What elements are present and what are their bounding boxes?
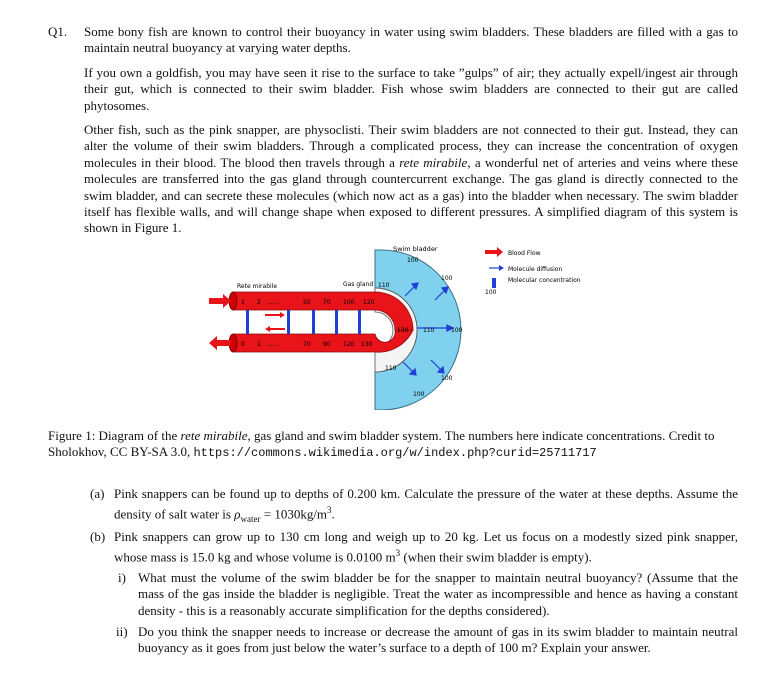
legend-diffusion-label: Molecule diffusion	[508, 266, 563, 273]
bladder-number: 100	[441, 375, 453, 382]
bottom-tube-number: 90	[323, 341, 331, 348]
part-a-text	[114, 486, 738, 528]
bottom-tube-number: 0	[241, 341, 245, 348]
internal-flow-arrows	[265, 312, 285, 332]
caption-url: https://commons.wikimedia.org/w/index.php?curid=25711717	[193, 446, 597, 461]
swim-bladder-diagram	[195, 240, 595, 410]
part-b-label: (b)	[90, 529, 106, 544]
gland-number: 110	[423, 327, 435, 334]
legend-concentration-label: Molecular concentration	[508, 277, 581, 284]
bottom-tube-number: 120	[343, 341, 355, 348]
rho-symbol: ρ	[234, 506, 241, 522]
part-b-superscript: 3	[395, 548, 401, 559]
bottom-tube-number: 70	[303, 341, 311, 348]
bottom-tube-number: 130	[361, 341, 373, 348]
top-tube-number: 1	[241, 299, 245, 306]
legend	[485, 247, 581, 296]
bladder-number: 100	[407, 257, 419, 264]
artery-tube	[233, 292, 413, 330]
part-b-i-text: What must the volume of the swim bladder be for the snapper to maintain neutral buoyancy? (Assume that the mass of the gas inside the bladder is negligible. Treat the water as incompressible and hence as having a constant density - this is a reasonably accurate simplification for the depths considered).	[138, 570, 738, 618]
paragraph-3-text-a: Other fish, such as the pink snapper, are physoclisti. Their swim bladders are not connected to their gut. Instead, they can alter the volume of their swim bladders. Through a complicated process, they can increase the concentration of oxygen molecules in their blood. The blood then travels through a	[84, 122, 738, 170]
part-b-text-b: (when their swim bladder is empty).	[400, 549, 592, 565]
caption-middle: , gas gland and swim bladder system. The numbers here indicate concentrations. Credit to Sholokhov, CC BY-SA 3.0,	[48, 428, 715, 460]
gland-number: 130	[397, 327, 409, 334]
diffusion-bars	[246, 310, 361, 334]
part-b-text	[114, 529, 738, 566]
rete-mirabile-term: rete mirabile	[399, 154, 468, 170]
bottom-tube-number: 1	[257, 341, 261, 348]
legend-concentration-bar	[492, 278, 496, 288]
caption-prefix: Figure 1: Diagram of the	[48, 428, 181, 443]
blood-out-arrow	[209, 336, 231, 350]
part-a-superscript: 3	[327, 505, 332, 516]
top-tube-number: 100	[343, 299, 355, 306]
part-b-ii-label: ii)	[116, 624, 128, 639]
bladder-number: 100	[441, 275, 453, 282]
gas-gland-label: Gas gland	[343, 281, 374, 288]
legend-concentration-example: 100	[485, 289, 497, 296]
gland-number: 110	[378, 282, 390, 289]
question-paragraph-3	[84, 122, 738, 237]
part-a-text-b: = 1030kg/m	[260, 506, 328, 522]
question-paragraph-1: Some bony fish are known to control their buoyancy in water using swim bladders. These bladders are filled with a gas to maintain neutral buoyancy at varying water depths.	[84, 24, 738, 56]
blood-in-arrow	[209, 294, 231, 308]
paragraph-3-text-b: , a wonderful net of arteries and veins where these molecules are transferred into the gas gland through countercurrent exchange. The gas gland is directly connected to the swim bladder, and can secrete these molecules (which now act as a gas) into the bladder when necessary. The swim bladder itself has flexible walls, and will change shape when exposed to different pressures. A simplified diagram of this system is shown in Figure 1.	[84, 154, 739, 236]
rete-mirabile-label: Rete mirabile	[237, 283, 278, 290]
question-paragraph-2: If you own a goldfish, you may have seen it rise to the surface to take ”gulps” of air; they actually expell/ingest air through their gut, which is connected to their swim bladder. Fish whose swim bladders are connected to their gut are called phytosomes.	[84, 65, 738, 113]
legend-diffusion-arrowhead	[499, 265, 504, 271]
top-tube-number: 120	[363, 299, 375, 306]
top-tube-number: 70	[323, 299, 331, 306]
bladder-number: 100	[451, 327, 463, 334]
question-number: Q1.	[48, 24, 68, 39]
top-tube-dashes: ......	[267, 299, 279, 306]
rho-subscript: water	[240, 514, 261, 525]
top-tube-number: 2	[257, 299, 261, 306]
bladder-number: 100	[413, 391, 425, 398]
part-a-label: (a)	[90, 486, 105, 501]
gland-number: 110	[385, 365, 397, 372]
part-b-i-label: i)	[118, 570, 126, 585]
part-a-text-c: .	[331, 506, 335, 522]
top-tube-number: 50	[303, 299, 311, 306]
figure-caption	[48, 428, 738, 462]
part-b-text-a: Pink snappers can grow up to 130 cm long and weigh up to 20 kg. Let us focus on a modestly sized pink snapper, whose mass is 15.0 kg and whose volume is 0.0100 m	[114, 529, 738, 565]
legend-blood-flow-arrow	[485, 247, 503, 257]
caption-term: rete mirabile	[180, 428, 248, 443]
swim-bladder-label: Swim bladder	[393, 245, 438, 253]
part-b-ii-text: Do you think the snapper needs to increase or decrease the amount of gas in its swim bladder to maintain neutral buoyancy as it goes from just below the water’s surface to a depth of 100 m? Explain your answer.	[138, 624, 738, 656]
part-a-text-a: Pink snappers can be found up to depths of 0.200 km. Calculate the pressure of the water at these depths. Assume the density of salt water is	[114, 486, 738, 522]
bottom-tube-dashes: ......	[267, 341, 279, 348]
legend-blood-flow-label: Blood Flow	[508, 250, 541, 257]
